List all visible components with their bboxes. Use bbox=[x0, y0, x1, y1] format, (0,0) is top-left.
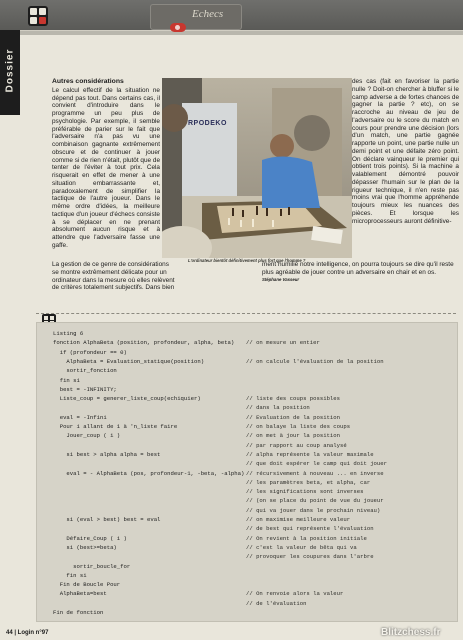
code-comment: // dans la position bbox=[246, 404, 310, 412]
photo-caption: L'ordinateur bientôt définitivement plus fort que l'homme ? bbox=[188, 258, 306, 263]
code-comment: // que doit espérer le camp qui doit jouer bbox=[246, 460, 387, 468]
code-comment: // provoquer les coupures dans l'arbre bbox=[246, 553, 374, 561]
photo-banner-text: RPODEKO bbox=[188, 120, 227, 127]
code-text: AlphaBeta=best bbox=[53, 590, 107, 598]
code-comment: // qui va jouer dans le prochain niveau) bbox=[246, 506, 381, 514]
red-toggle-icon bbox=[170, 23, 186, 32]
code-listing bbox=[36, 322, 458, 622]
code-text: fin si bbox=[53, 571, 87, 579]
code-text: fonction AlphaBeta (position, profondeur, alpha, beta) bbox=[53, 339, 235, 347]
code-text: Fin de fonction bbox=[53, 609, 104, 616]
side-tab-label: Dossier bbox=[4, 48, 16, 93]
code-text: Listing 6 bbox=[53, 330, 84, 337]
code-comment: // On renvoie alors la valeur bbox=[246, 590, 344, 598]
code-text: Défaire_Coup ( i ) bbox=[53, 534, 127, 542]
article-span-right: ment humilié notre intelligence, on pourra toujours se dire qu'il reste plus agréable de jouer contre un adversaire en chair et en os. bbox=[262, 261, 454, 276]
page-number: 44 | Login n°97 bbox=[6, 630, 49, 636]
code-text: sortir_boucle_for bbox=[53, 562, 131, 570]
code-text: Jouer_coup ( i ) bbox=[53, 432, 121, 440]
code-comment: // par rapport au coup analysé bbox=[246, 441, 347, 449]
watermark: Blitzchess.fr bbox=[381, 627, 441, 638]
header-strip bbox=[0, 30, 463, 35]
code-comment: // alpha représente la valeur maximale bbox=[246, 450, 374, 458]
side-tab bbox=[0, 30, 20, 115]
code-line bbox=[37, 608, 457, 618]
code-comment: // de best qui représente l'évaluation bbox=[246, 525, 374, 533]
code-comment: // liste des coups possibles bbox=[246, 395, 340, 403]
code-text: fin si bbox=[53, 376, 80, 384]
article-paragraph: Le calcul effectif de la situation ne dépend pas tout. Dans certains cas, il convient d'introduire dans le programme un peu plus de psychologie. Par exemple, il semble préférable de parier sur le fait que l'adversaire n'a pas vu une combinaison gagnante extrêmement obscure et de continuer à jouer comme si de rien n'était, plutôt que de tenter de l'éviter à tout prix. Cela risquerait en effet de mener à une situation embarrassante et, paradoxalement de simplifier la tactique de l'autre joueur. Dans le même ordre d'idées, la meilleure tactique d'un joueur d'échecs consiste à se déplacer en ne prenant absolument aucun risque et à attendre que l'adversaire fasse une gaffe. bbox=[52, 86, 160, 249]
code-comment: // de l'évaluation bbox=[246, 599, 307, 607]
code-text: AlphaBeta = Evaluation_statique(position) bbox=[53, 357, 205, 365]
code-text: eval = -Infini bbox=[53, 413, 107, 421]
code-text: if (profondeur == 0) bbox=[53, 348, 127, 356]
code-text: Pour i allant de 1 à 'n_liste faire bbox=[53, 423, 178, 430]
code-comment: // on mesure un entier bbox=[246, 339, 320, 347]
code-comment: // on met à jour la position bbox=[246, 432, 340, 440]
code-text: eval = - AlphaBeta (pos, profondeur-1, -beta, -alpha) bbox=[53, 469, 245, 477]
article-paragraph-right: des cas (fait en favoriser la partie nulle ? Doit-on chercher à bluffer si le camp adverse a de fortes chances de gagner la partie ? etc), on se raccroche au niveau de jeu de l'adversaire ou le score du match en cours pour prendre une décision (lors d'un match, une partie gagnée rapporte un point, une partie nulle un demi point et une défaite zéro point. On déclare vainqueur le premier qui obtient trois points). Si la machine a valablement démontré pouvoir dépasser l'humain sur le plan de la rigueur technique, il n'en reste pas moins vrai que l'homme appréhende toujours mieux les nuances des pièces. Et lorsque les microprocesseurs auront définitive- bbox=[352, 78, 459, 225]
code-text: Fin de Boucle Pour bbox=[53, 581, 121, 589]
code-text: si (eval > best) best = eval bbox=[53, 516, 161, 523]
code-text: Liste_coup = generer_liste_coup(echiquier) bbox=[53, 395, 201, 403]
code-comment: // on maximise meilleure valeur bbox=[246, 516, 351, 523]
code-comment: // On revient à la position initiale bbox=[246, 534, 367, 542]
code-comment: // on balaye la liste des coups bbox=[246, 423, 351, 430]
code-comment: // récursivement à nouveau ... en inverse bbox=[246, 469, 384, 477]
chess-photo bbox=[162, 78, 352, 258]
article-span-left: La gestion de ce genre de considérations se montre extrêmement délicate pour un ordinateur dans la mesure où elles relèvent de critères totalement subjectifs. Dans bien bbox=[52, 261, 175, 292]
code-comment: // les paramètres beta, et alpha, car bbox=[246, 478, 371, 486]
code-text: sortir_fonction bbox=[53, 367, 117, 375]
code-text: best = -INFINITY; bbox=[53, 385, 117, 393]
article-heading: Autres considérations bbox=[52, 78, 124, 85]
code-comment: // c'est la valeur de bêta qui va bbox=[246, 543, 357, 551]
section-label: Echecs bbox=[192, 8, 224, 20]
article-right-column bbox=[352, 78, 459, 225]
magazine-logo-icon bbox=[28, 6, 48, 26]
code-text: si (best>=beta) bbox=[53, 543, 117, 551]
photo-credit: Stéphane Vasseur bbox=[262, 277, 300, 282]
code-text: si best > alpha alpha = best bbox=[53, 450, 161, 458]
code-comment: // Evaluation de la position bbox=[246, 413, 340, 421]
code-comment: // (on se place du point de vue du joueur bbox=[246, 497, 384, 505]
code-comment: // on calcule l'évaluation de la position bbox=[246, 357, 384, 365]
code-comment: // les significations sont inverses bbox=[246, 488, 364, 496]
article-left-column bbox=[52, 78, 160, 250]
